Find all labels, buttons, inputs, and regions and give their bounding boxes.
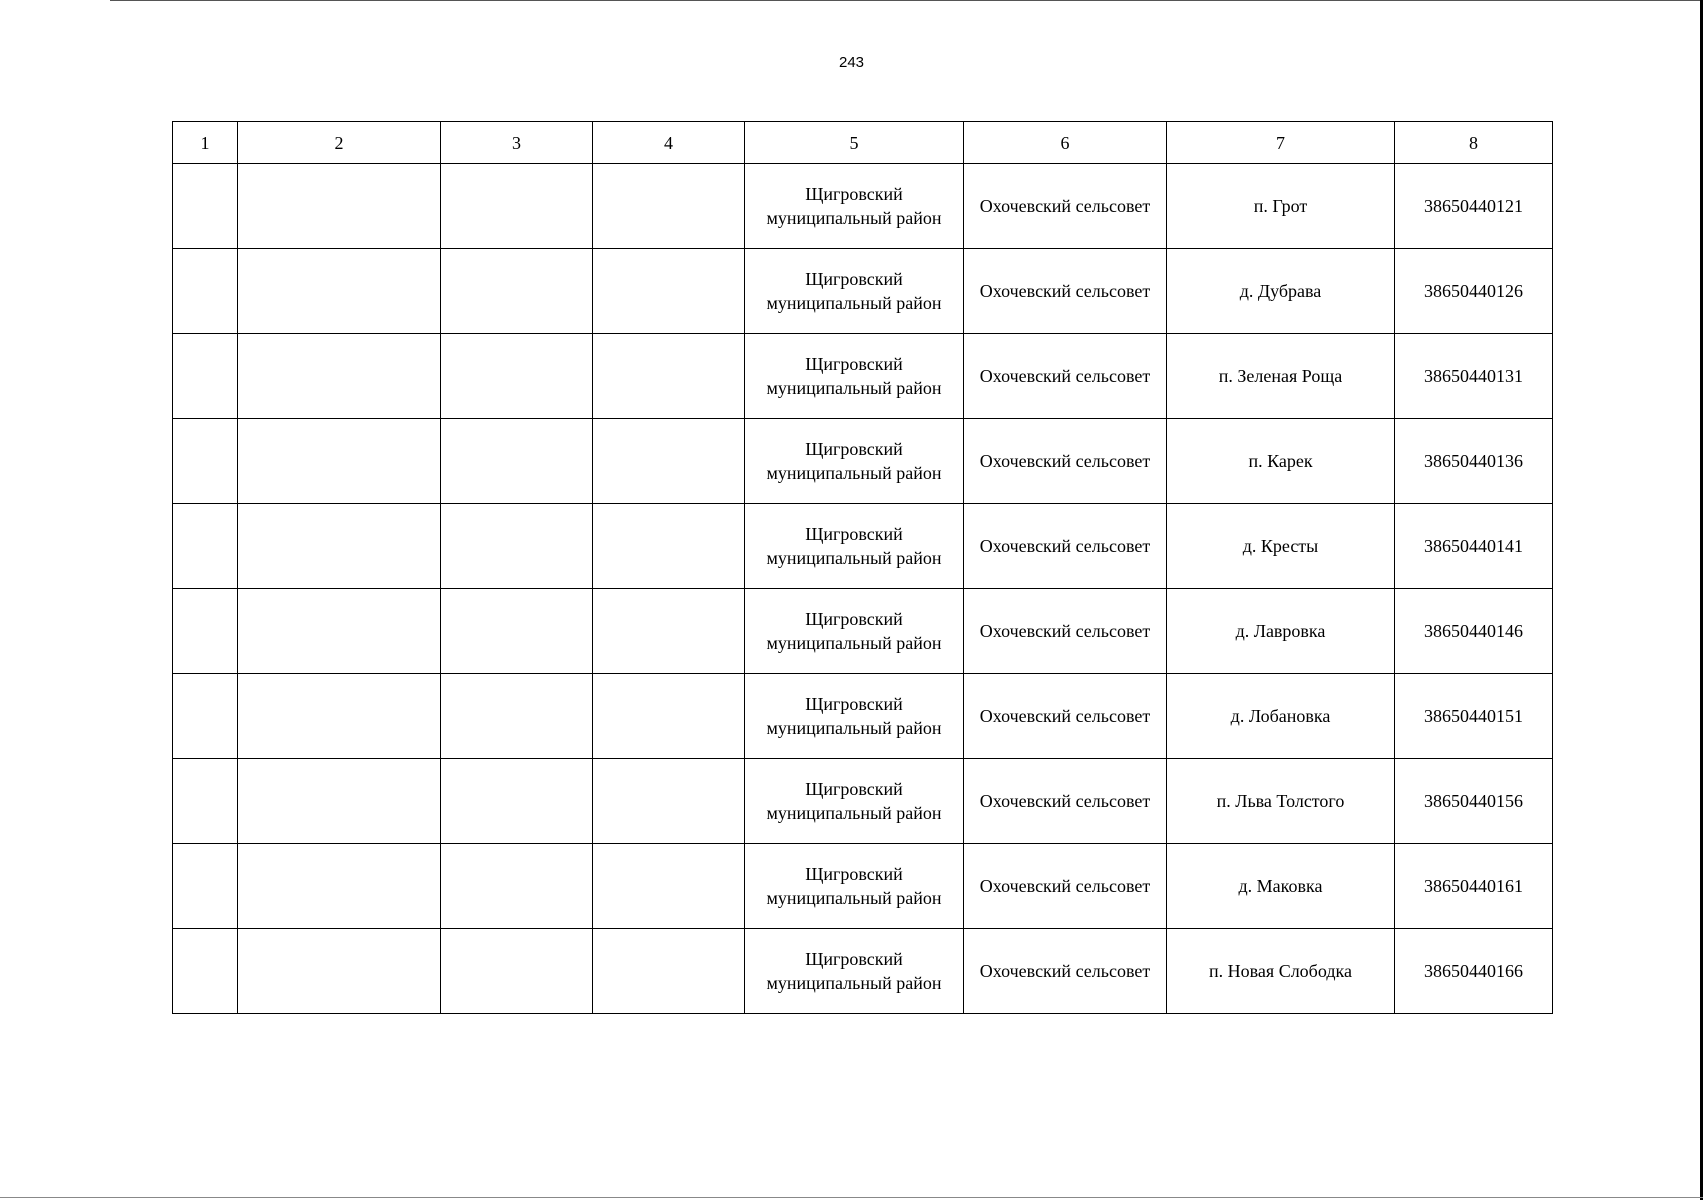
- column-header: 2: [238, 122, 441, 164]
- cell-col4: [593, 419, 745, 504]
- district-name: Щигровский: [805, 184, 903, 204]
- cell-code: 38650440166: [1395, 929, 1553, 1014]
- cell-col1: [173, 759, 238, 844]
- registry-table: [172, 121, 1553, 1014]
- district-name: Щигровский: [805, 864, 903, 884]
- cell-col1: [173, 249, 238, 334]
- cell-council: Охочевский сельсовет: [964, 504, 1167, 589]
- column-header: 7: [1167, 122, 1395, 164]
- cell-council: Охочевский сельсовет: [964, 589, 1167, 674]
- district-type: муниципальный район: [766, 803, 942, 823]
- cell-settlement: д. Маковка: [1167, 844, 1395, 929]
- cell-col2: [238, 249, 441, 334]
- cell-col4: [593, 504, 745, 589]
- cell-code: 38650440131: [1395, 334, 1553, 419]
- district-type: муниципальный район: [766, 208, 942, 228]
- table-row: [173, 249, 1553, 334]
- cell-col4: [593, 334, 745, 419]
- cell-council: Охочевский сельсовет: [964, 929, 1167, 1014]
- cell-code: 38650440121: [1395, 164, 1553, 249]
- district-type: муниципальный район: [766, 378, 942, 398]
- cell-code: 38650440141: [1395, 504, 1553, 589]
- cell-col2: [238, 759, 441, 844]
- cell-col4: [593, 759, 745, 844]
- table-row: [173, 589, 1553, 674]
- table-row: [173, 674, 1553, 759]
- table-row: [173, 419, 1553, 504]
- cell-council: Охочевский сельсовет: [964, 249, 1167, 334]
- district-type: муниципальный район: [766, 973, 942, 993]
- cell-col2: [238, 164, 441, 249]
- cell-district: [745, 844, 964, 929]
- column-header: 1: [173, 122, 238, 164]
- cell-col3: [441, 589, 593, 674]
- district-type: муниципальный район: [766, 463, 942, 483]
- cell-code: 38650440126: [1395, 249, 1553, 334]
- cell-council: Охочевский сельсовет: [964, 164, 1167, 249]
- cell-col1: [173, 419, 238, 504]
- cell-settlement: д. Дубрава: [1167, 249, 1395, 334]
- cell-col4: [593, 929, 745, 1014]
- column-header: 6: [964, 122, 1167, 164]
- district-name: Щигровский: [805, 779, 903, 799]
- cell-district: [745, 504, 964, 589]
- cell-code: 38650440156: [1395, 759, 1553, 844]
- cell-code: 38650440136: [1395, 419, 1553, 504]
- cell-col2: [238, 334, 441, 419]
- cell-col2: [238, 844, 441, 929]
- cell-col2: [238, 589, 441, 674]
- cell-col1: [173, 334, 238, 419]
- cell-col1: [173, 674, 238, 759]
- column-header: 5: [745, 122, 964, 164]
- table-row: [173, 929, 1553, 1014]
- cell-col3: [441, 249, 593, 334]
- district-name: Щигровский: [805, 694, 903, 714]
- cell-district: [745, 759, 964, 844]
- cell-district: [745, 164, 964, 249]
- district-name: Щигровский: [805, 269, 903, 289]
- cell-district: [745, 929, 964, 1014]
- page-number: 243: [838, 54, 865, 71]
- district-type: муниципальный район: [766, 548, 942, 568]
- table-row: [173, 504, 1553, 589]
- cell-council: Охочевский сельсовет: [964, 844, 1167, 929]
- table-header-row: [173, 122, 1553, 164]
- cell-col2: [238, 504, 441, 589]
- cell-col2: [238, 419, 441, 504]
- cell-col3: [441, 674, 593, 759]
- cell-settlement: д. Кресты: [1167, 504, 1395, 589]
- cell-settlement: п. Карек: [1167, 419, 1395, 504]
- scan-top-border: [110, 0, 1703, 1]
- cell-settlement: д. Лавровка: [1167, 589, 1395, 674]
- cell-code: 38650440146: [1395, 589, 1553, 674]
- cell-col2: [238, 929, 441, 1014]
- district-type: муниципальный район: [766, 633, 942, 653]
- district-name: Щигровский: [805, 354, 903, 374]
- scan-bottom-border: [0, 1197, 1703, 1198]
- cell-col4: [593, 164, 745, 249]
- cell-council: Охочевский сельсовет: [964, 674, 1167, 759]
- cell-district: [745, 674, 964, 759]
- cell-settlement: п. Льва Толстого: [1167, 759, 1395, 844]
- district-name: Щигровский: [805, 609, 903, 629]
- column-header: 8: [1395, 122, 1553, 164]
- cell-settlement: д. Лобановка: [1167, 674, 1395, 759]
- cell-district: [745, 419, 964, 504]
- cell-col1: [173, 844, 238, 929]
- cell-council: Охочевский сельсовет: [964, 334, 1167, 419]
- cell-col2: [238, 674, 441, 759]
- cell-settlement: п. Новая Слободка: [1167, 929, 1395, 1014]
- cell-col3: [441, 164, 593, 249]
- column-header: 3: [441, 122, 593, 164]
- cell-col4: [593, 249, 745, 334]
- cell-code: 38650440151: [1395, 674, 1553, 759]
- district-name: Щигровский: [805, 524, 903, 544]
- cell-col4: [593, 674, 745, 759]
- table-row: [173, 334, 1553, 419]
- cell-col4: [593, 589, 745, 674]
- cell-col3: [441, 759, 593, 844]
- cell-col1: [173, 504, 238, 589]
- cell-settlement: п. Зеленая Роща: [1167, 334, 1395, 419]
- district-name: Щигровский: [805, 439, 903, 459]
- column-header: 4: [593, 122, 745, 164]
- district-type: муниципальный район: [766, 718, 942, 738]
- cell-col1: [173, 929, 238, 1014]
- district-name: Щигровский: [805, 949, 903, 969]
- cell-district: [745, 249, 964, 334]
- cell-col1: [173, 164, 238, 249]
- cell-col3: [441, 419, 593, 504]
- cell-col4: [593, 844, 745, 929]
- cell-council: Охочевский сельсовет: [964, 419, 1167, 504]
- cell-council: Охочевский сельсовет: [964, 759, 1167, 844]
- cell-col3: [441, 504, 593, 589]
- cell-col3: [441, 929, 593, 1014]
- cell-settlement: п. Грот: [1167, 164, 1395, 249]
- table-row: [173, 844, 1553, 929]
- district-type: муниципальный район: [766, 293, 942, 313]
- district-type: муниципальный район: [766, 888, 942, 908]
- cell-col3: [441, 844, 593, 929]
- cell-district: [745, 589, 964, 674]
- table-row: [173, 164, 1553, 249]
- cell-col3: [441, 334, 593, 419]
- table-row: [173, 759, 1553, 844]
- cell-col1: [173, 589, 238, 674]
- cell-district: [745, 334, 964, 419]
- cell-code: 38650440161: [1395, 844, 1553, 929]
